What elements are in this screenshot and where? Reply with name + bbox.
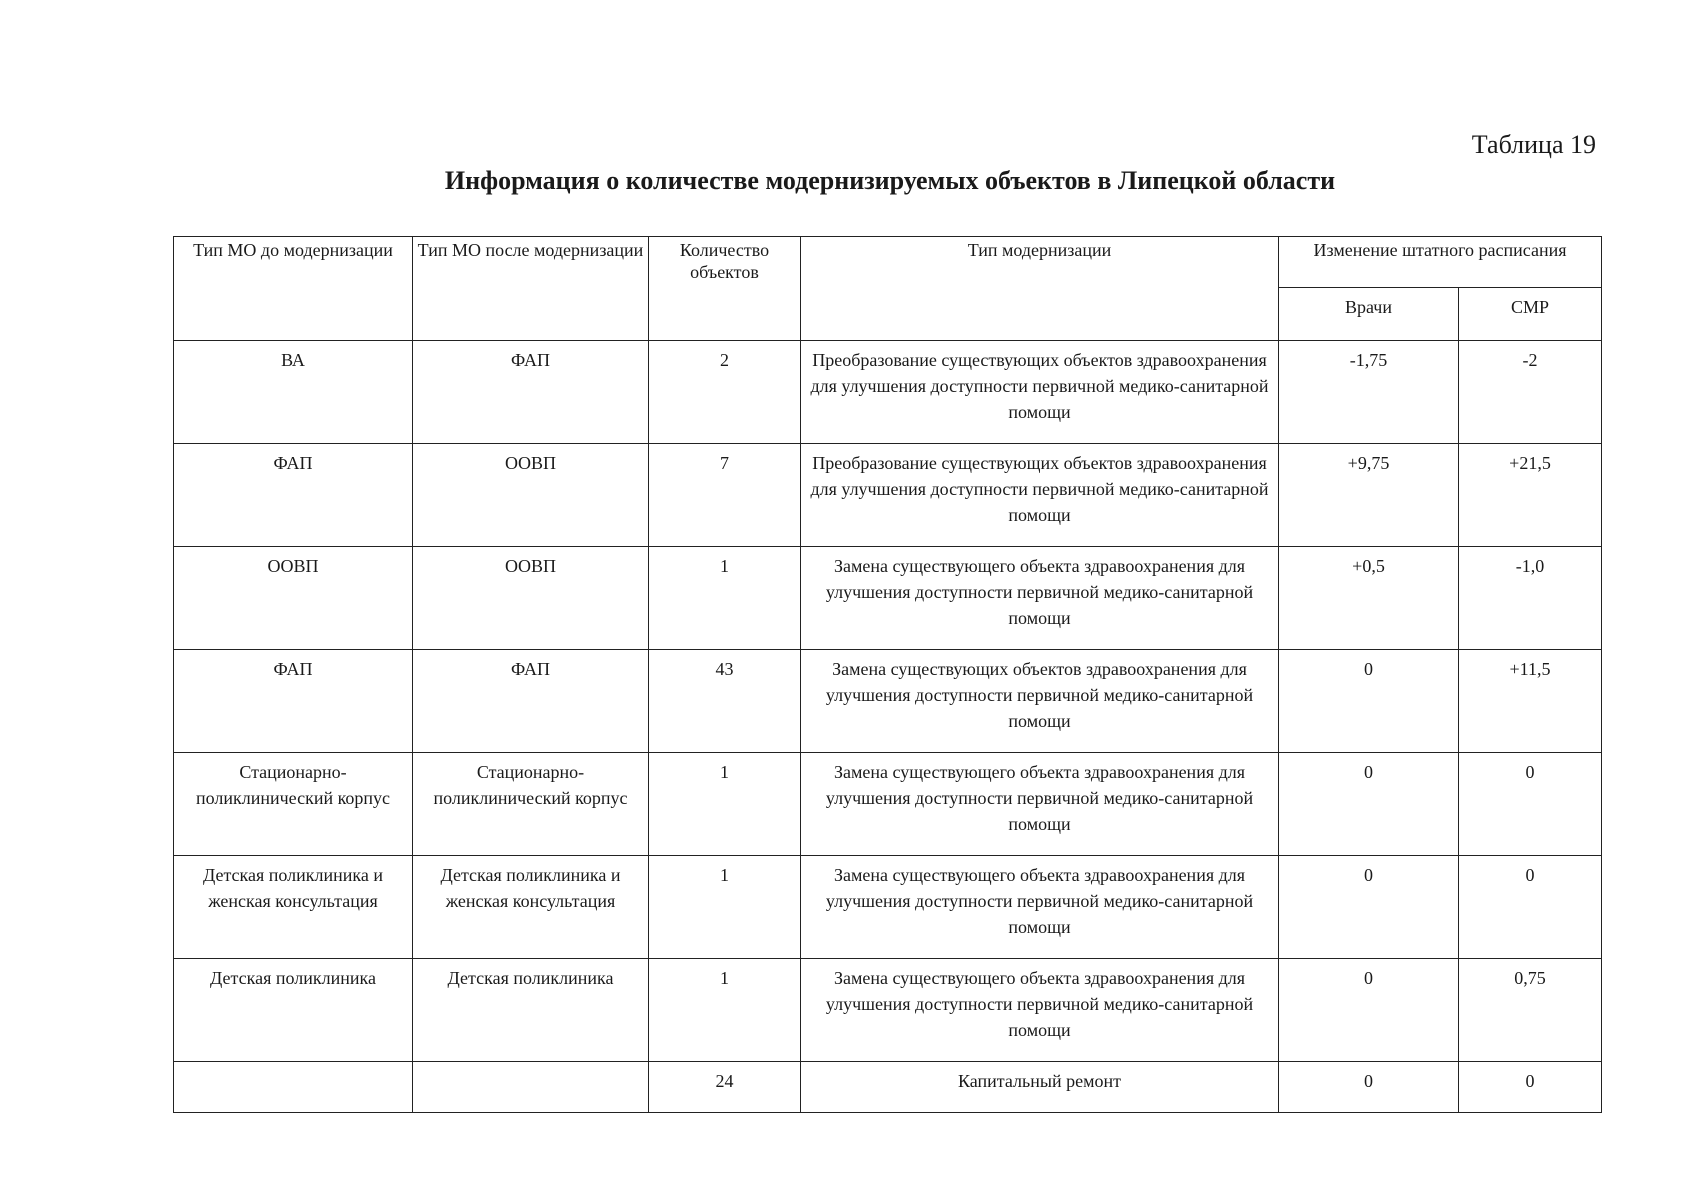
table-row [174,753,1602,856]
header-count: Количество объектов [649,237,801,341]
cell-doctors: 0 [1279,856,1459,959]
cell-count: 1 [649,547,801,650]
cell-count: 1 [649,753,801,856]
cell-doctors: +9,75 [1279,444,1459,547]
table-row [174,650,1602,753]
table-row [174,1062,1602,1113]
cell-type-before: ООВП [174,547,413,650]
cell-smr: 0 [1459,753,1602,856]
table-row [174,856,1602,959]
cell-smr: -2 [1459,341,1602,444]
cell-count: 1 [649,959,801,1062]
cell-type-before: Детская поликлиника и женская консультация [174,856,413,959]
cell-doctors: 0 [1279,1062,1459,1113]
cell-count: 1 [649,856,801,959]
cell-type-after: ООВП [413,444,649,547]
cell-smr: -1,0 [1459,547,1602,650]
document-title: Информация о количестве модернизируемых объектов в Липецкой области [444,166,1336,195]
header-doctors: Врачи [1279,288,1459,341]
table-row [174,547,1602,650]
cell-doctors: 0 [1279,959,1459,1062]
cell-modernization-type: Замена существующего объекта здравоохранения для улучшения доступности первичной медико-санитарной помощи [801,856,1279,959]
table-row [174,959,1602,1062]
cell-modernization-type: Замена существующих объектов здравоохранения для улучшения доступности первичной медико-санитарной помощи [801,650,1279,753]
cell-type-before: Детская поликлиника [174,959,413,1062]
cell-type-after: Детская поликлиника и женская консультация [413,856,649,959]
header-type-after: Тип МО после модернизации [413,237,649,341]
cell-type-before: ФАП [174,444,413,547]
cell-smr: 0 [1459,856,1602,959]
header-row [174,237,1602,288]
cell-smr: 0 [1459,1062,1602,1113]
cell-type-before: Стационарно-поликлинический корпус [174,753,413,856]
cell-type-before: ВА [174,341,413,444]
header-type-before: Тип МО до модернизации [174,237,413,341]
cell-type-before: ФАП [174,650,413,753]
cell-type-after: Детская поликлиника [413,959,649,1062]
cell-type-after: ООВП [413,547,649,650]
cell-doctors: 0 [1279,650,1459,753]
cell-doctors: -1,75 [1279,341,1459,444]
cell-doctors: 0 [1279,753,1459,856]
header-smr: СМР [1459,288,1602,341]
cell-modernization-type: Капитальный ремонт [801,1062,1279,1113]
cell-modernization-type: Преобразование существующих объектов здравоохранения для улучшения доступности первичной медико-санитарной помощи [801,444,1279,547]
header-modernization-type: Тип модернизации [801,237,1279,341]
cell-modernization-type: Замена существующего объекта здравоохранения для улучшения доступности первичной медико-санитарной помощи [801,547,1279,650]
cell-count: 24 [649,1062,801,1113]
table-row [174,444,1602,547]
table-row [174,341,1602,444]
cell-type-after: ФАП [413,650,649,753]
cell-count: 2 [649,341,801,444]
cell-doctors: +0,5 [1279,547,1459,650]
table-number: Таблица 19 [1471,130,1596,159]
cell-modernization-type: Замена существующего объекта здравоохранения для улучшения доступности первичной медико-санитарной помощи [801,959,1279,1062]
header-staff-change: Изменение штатного расписания [1279,237,1602,288]
modernization-table [173,236,1602,1113]
cell-count: 7 [649,444,801,547]
cell-type-after: Стационарно-поликлинический корпус [413,753,649,856]
cell-count: 43 [649,650,801,753]
cell-type-after [413,1062,649,1113]
cell-modernization-type: Замена существующего объекта здравоохранения для улучшения доступности первичной медико-санитарной помощи [801,753,1279,856]
cell-type-after: ФАП [413,341,649,444]
cell-smr: +21,5 [1459,444,1602,547]
cell-type-before [174,1062,413,1113]
cell-smr: 0,75 [1459,959,1602,1062]
cell-smr: +11,5 [1459,650,1602,753]
cell-modernization-type: Преобразование существующих объектов здравоохранения для улучшения доступности первичной медико-санитарной помощи [801,341,1279,444]
